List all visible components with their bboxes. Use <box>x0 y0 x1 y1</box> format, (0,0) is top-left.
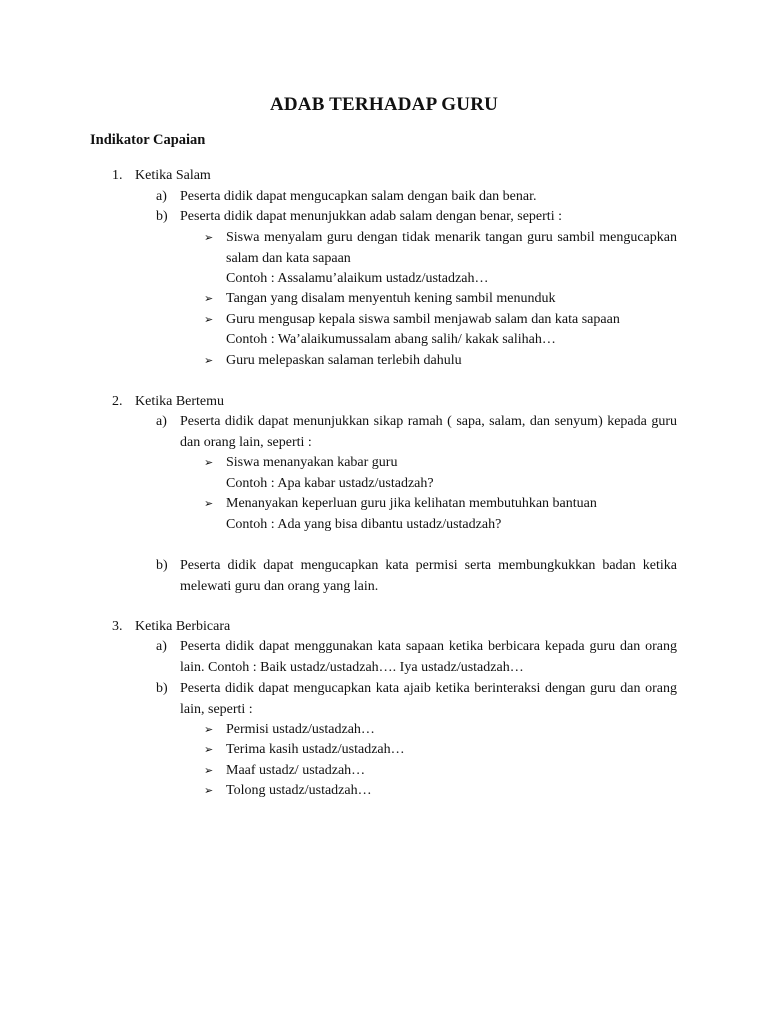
item-text: Peserta didik dapat mengucapkan salam dengan baik dan benar. <box>180 189 537 204</box>
item-text: Peserta didik dapat mengucapkan kata permisi serta membungkukkan badan ketika melewati guru dan orang yang lain. <box>180 558 677 594</box>
arrow-bullet-icon: ➢ <box>204 743 214 756</box>
arrow-bullet-icon: ➢ <box>204 723 214 736</box>
bullet-text: Tangan yang disalam menyentuh kening sambil menunduk <box>226 291 556 306</box>
section-label: Ketika Salam <box>135 168 211 183</box>
bullet-text: Siswa menanyakan kabar guru <box>226 455 398 470</box>
item-letter: a) <box>156 414 167 429</box>
bullet-text: Siswa menyalam guru dengan tidak menarik tangan guru sambil mengucapkan salam dan kata sapaan <box>226 230 677 266</box>
arrow-bullet-icon: ➢ <box>204 231 214 244</box>
section-label: Ketika Bertemu <box>135 394 225 409</box>
bullet-text: Tolong ustadz/ustadzah… <box>226 783 372 798</box>
section-label: Ketika Berbicara <box>135 619 231 634</box>
item-letter: a) <box>156 189 167 204</box>
section-number: 3. <box>112 619 123 634</box>
bullet-text: Terima kasih ustadz/ustadzah… <box>226 742 405 757</box>
bullet-example: Contoh : Ada yang bisa dibantu ustadz/ustadzah? <box>226 517 502 532</box>
item-text: Peserta didik dapat menunjukkan sikap ramah ( sapa, salam, dan senyum) kepada guru dan orang lain, seperti : <box>180 414 677 450</box>
item-letter: a) <box>156 639 167 654</box>
bullet-text: Guru mengusap kepala siswa sambil menjawab salam dan kata sapaan <box>226 312 620 327</box>
arrow-bullet-icon: ➢ <box>204 456 214 469</box>
arrow-bullet-icon: ➢ <box>204 497 214 510</box>
bullet-text: Menanyakan keperluan guru jika kelihatan membutuhkan bantuan <box>226 496 597 511</box>
page-title: ADAB TERHADAP GURU <box>269 94 499 115</box>
arrow-bullet-icon: ➢ <box>204 354 214 367</box>
section-heading: Indikator Capaian <box>90 132 206 148</box>
bullet-example: Contoh : Wa’alaikumussalam abang salih/ kakak salihah… <box>226 332 556 347</box>
item-text: Peserta didik dapat mengucapkan kata ajaib ketika berinteraksi dengan guru dan orang lain, seperti : <box>180 681 677 717</box>
arrow-bullet-icon: ➢ <box>204 313 214 326</box>
item-text: Peserta didik dapat menunjukkan adab salam dengan benar, seperti : <box>180 209 562 224</box>
arrow-bullet-icon: ➢ <box>204 764 214 777</box>
bullet-text: Guru melepaskan salaman terlebih dahulu <box>226 353 462 368</box>
section-number: 2. <box>112 394 123 409</box>
bullet-text: Maaf ustadz/ ustadzah… <box>226 763 366 778</box>
arrow-bullet-icon: ➢ <box>204 292 214 305</box>
item-letter: b) <box>156 209 168 224</box>
section-number: 1. <box>112 168 123 183</box>
arrow-bullet-icon: ➢ <box>204 784 214 797</box>
bullet-example: Contoh : Assalamu’alaikum ustadz/ustadzah… <box>226 271 489 286</box>
item-letter: b) <box>156 558 168 573</box>
item-letter: b) <box>156 681 168 696</box>
bullet-text: Permisi ustadz/ustadzah… <box>226 722 375 737</box>
item-text: Peserta didik dapat menggunakan kata sapaan ketika berbicara kepada guru dan orang lain. Contoh : Baik ustadz/ustadzah…. Iya ustadz/ustadzah… <box>180 639 677 675</box>
bullet-example: Contoh : Apa kabar ustadz/ustadzah? <box>226 476 434 491</box>
